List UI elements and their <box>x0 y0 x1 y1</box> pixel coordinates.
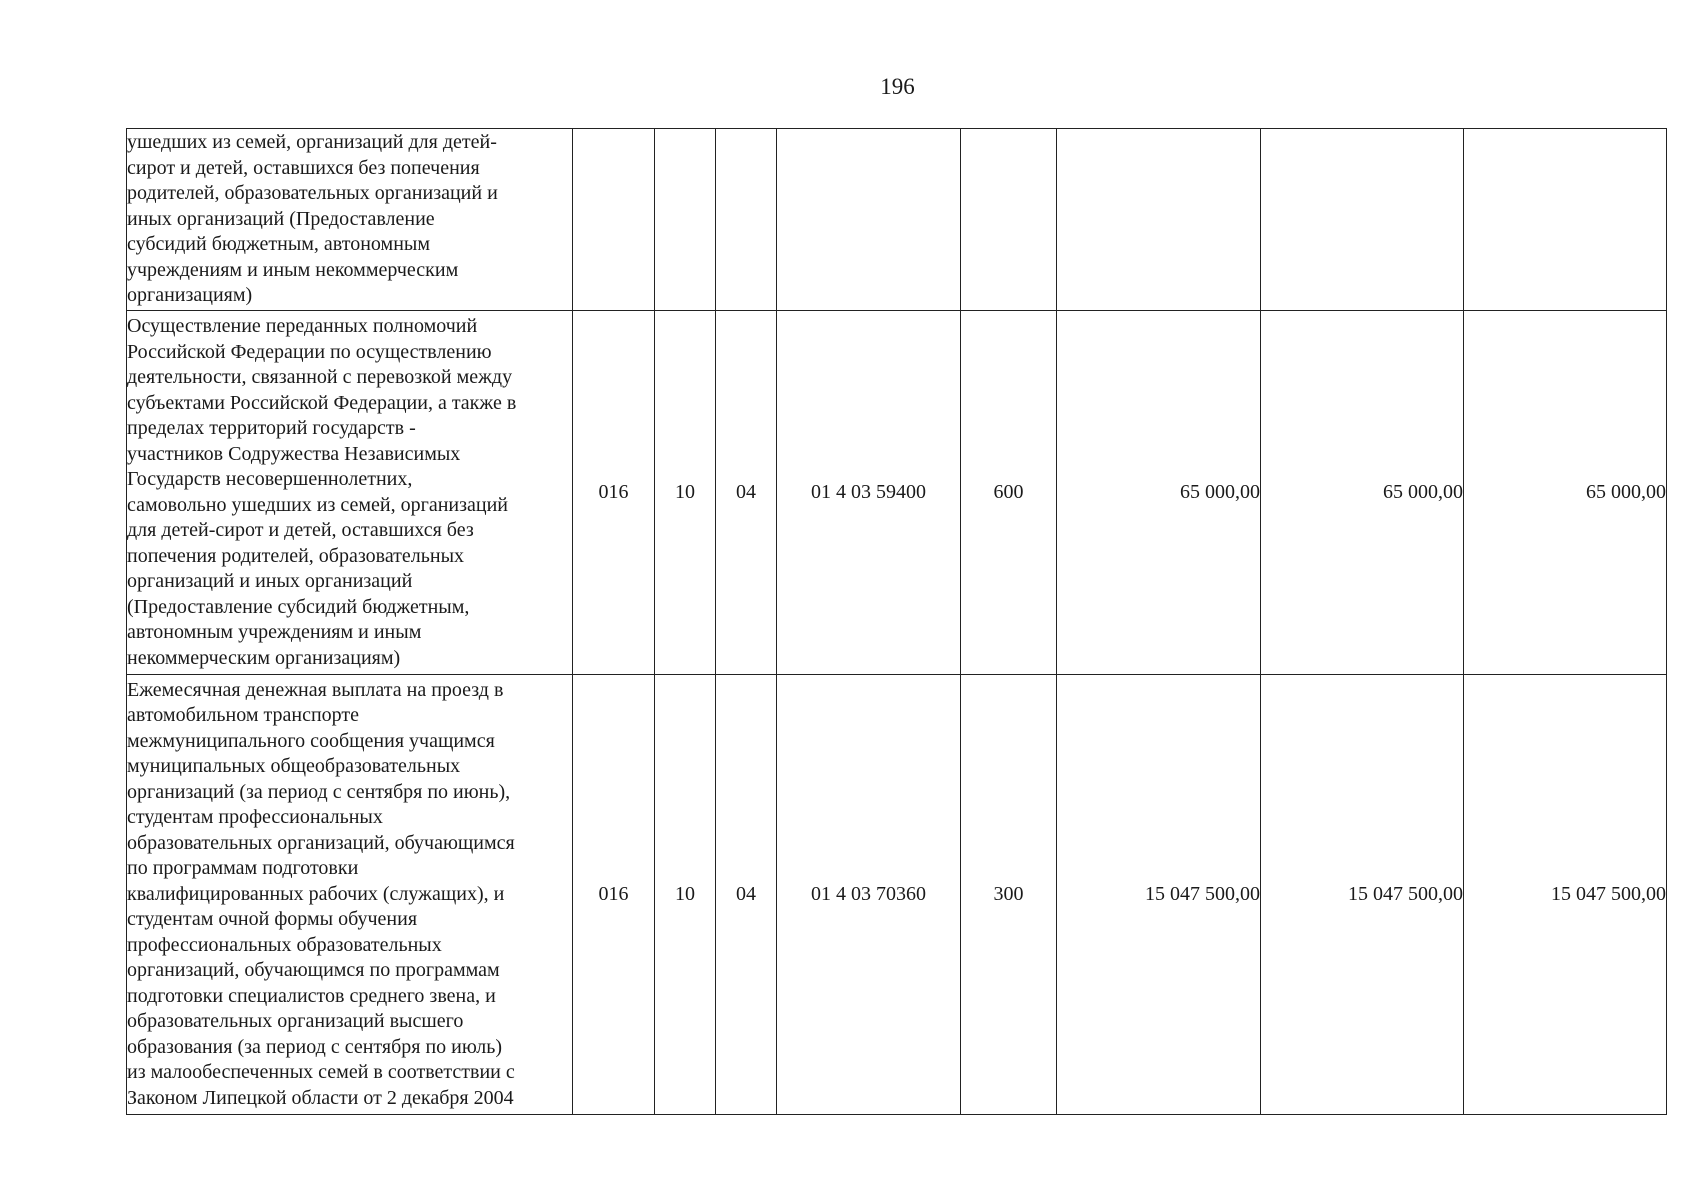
row-description <box>127 311 573 675</box>
subsection-code: 04 <box>716 311 777 675</box>
description-line: квалифицированных рабочих (служащих), и <box>127 882 505 905</box>
amount-1: 15 047 500,00 <box>1057 675 1261 1115</box>
amount-2: 65 000,00 <box>1261 311 1464 675</box>
description-line: учреждениям и иным некоммерческим <box>127 258 459 281</box>
description-line: муниципальных общеобразовательных <box>127 755 461 778</box>
description-line: автомобильном транспорте <box>127 704 360 727</box>
target-article-code: 01 4 03 59400 <box>777 311 961 675</box>
description-line: организаций (за период с сентября по июнь), <box>127 780 511 803</box>
amount-3 <box>1464 129 1667 311</box>
subsection-code <box>716 129 777 311</box>
description-line: пределах территорий государств - <box>127 417 416 439</box>
table-row <box>127 129 1667 311</box>
amount-2 <box>1261 129 1464 311</box>
description-line: некоммерческим организациям) <box>127 646 401 669</box>
description-line: Осуществление переданных полномочий <box>127 315 478 337</box>
description-line: родителей, образовательных организаций и <box>127 182 498 205</box>
section-code <box>655 129 716 311</box>
description-line: по программам подготовки <box>127 857 359 880</box>
amount-3: 65 000,00 <box>1464 311 1667 675</box>
description-line: ушедших из семей, организаций для детей- <box>127 131 497 154</box>
description-line: (Предоставление субсидий бюджетным, <box>127 595 470 618</box>
subsection-code: 04 <box>716 675 777 1115</box>
description-line: деятельности, связанной с перевозкой между <box>127 366 513 388</box>
ministry-code <box>573 129 655 311</box>
description-line: субъектами Российской Федерации, а также в <box>127 391 517 414</box>
target-article-code <box>777 129 961 311</box>
description-line: самовольно ушедших из семей, организаций <box>127 493 509 516</box>
description-line: межмуниципального сообщения учащимся <box>127 729 495 752</box>
ministry-code: 016 <box>573 311 655 675</box>
description-line: организациям) <box>127 284 253 307</box>
ministry-code: 016 <box>573 675 655 1115</box>
row-description <box>127 675 573 1115</box>
description-line: участников Содружества Независимых <box>127 442 461 465</box>
description-line: образовательных организаций высшего <box>127 1010 464 1033</box>
description-line: попечения родителей, образовательных <box>127 544 465 567</box>
description-line: подготовки специалистов среднего звена, и <box>127 984 496 1007</box>
amount-1: 65 000,00 <box>1057 311 1261 675</box>
description-line: Государств несовершеннолетних, <box>127 468 413 490</box>
description-line: для детей-сирот и детей, оставшихся без <box>127 519 474 541</box>
budget-table <box>126 128 1667 1115</box>
table-row <box>127 311 1667 675</box>
description-line: Ежемесячная денежная выплата на проезд в <box>127 678 504 701</box>
description-line: студентам очной формы обучения <box>127 908 418 931</box>
description-line: сирот и детей, оставшихся без попечения <box>127 156 480 179</box>
description-line: Российской Федерации по осуществлению <box>127 340 492 363</box>
description-line: иных организаций (Предоставление <box>127 207 435 230</box>
description-line: образовательных организаций, обучающимся <box>127 831 515 854</box>
description-line: студентам профессиональных <box>127 806 383 829</box>
page-number: 196 <box>880 74 915 99</box>
target-article-code: 01 4 03 70360 <box>777 675 961 1115</box>
expense-type-code: 300 <box>961 675 1057 1115</box>
section-code: 10 <box>655 311 716 675</box>
expense-type-code: 600 <box>961 311 1057 675</box>
description-line: Законом Липецкой области от 2 декабря 2004 <box>127 1086 514 1109</box>
description-line: организаций, обучающимся по программам <box>127 959 500 982</box>
description-line: автономным учреждениям и иным <box>127 621 422 643</box>
description-line: субсидий бюджетным, автономным <box>127 233 431 256</box>
amount-1 <box>1057 129 1261 311</box>
description-line: профессиональных образовательных <box>127 933 442 956</box>
amount-2: 15 047 500,00 <box>1261 675 1464 1115</box>
section-code: 10 <box>655 675 716 1115</box>
amount-3: 15 047 500,00 <box>1464 675 1667 1115</box>
description-line: образования (за период с сентября по июль) <box>127 1035 503 1058</box>
expense-type-code <box>961 129 1057 311</box>
row-description <box>127 129 573 311</box>
table-row <box>127 675 1667 1115</box>
description-line: из малообеспеченных семей в соответствии с <box>127 1061 515 1084</box>
description-line: организаций и иных организаций <box>127 570 413 592</box>
